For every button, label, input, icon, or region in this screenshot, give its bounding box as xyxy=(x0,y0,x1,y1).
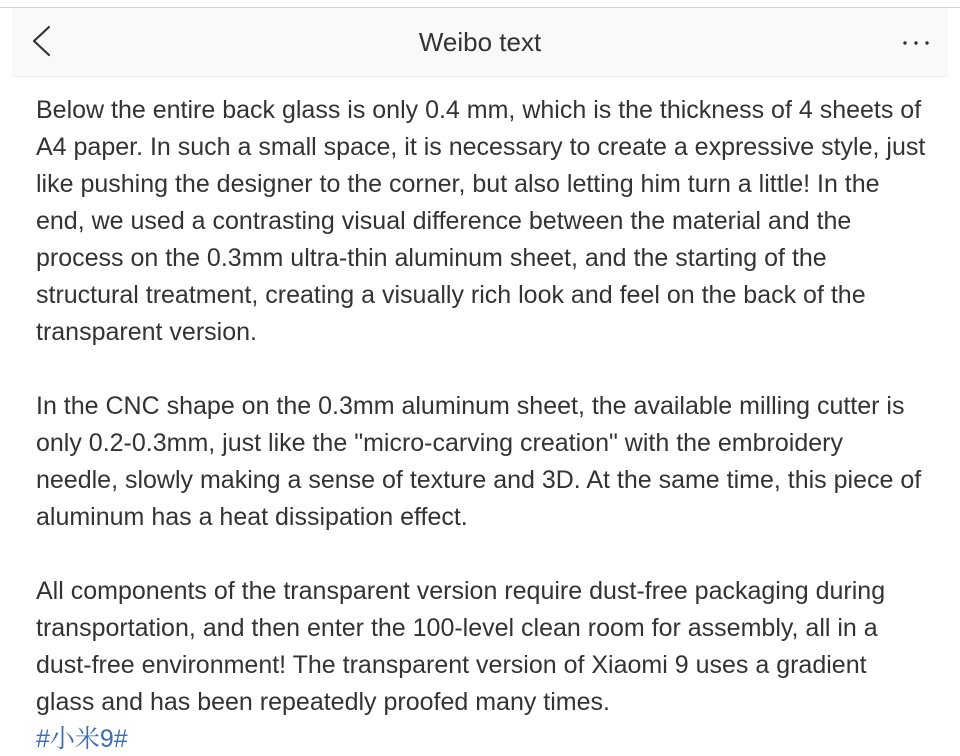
paragraph-line: Below the entire back glass is only 0.4 mm, which is the thickness of 4 sheets of xyxy=(36,96,922,124)
paragraph-line: end, we used a contrasting visual difference between the material and the xyxy=(36,207,852,235)
post-body xyxy=(36,92,925,755)
paragraph-line: In the CNC shape on the 0.3mm aluminum sheet, the available milling cutter is xyxy=(36,392,905,420)
top-navigation-bar xyxy=(12,8,948,77)
paragraph-line: dust-free environment! The transparent version of Xiaomi 9 uses a gradient xyxy=(36,651,867,679)
paragraph-line: like pushing the designer to the corner, but also letting him turn a little! In the xyxy=(36,170,880,198)
post-paragraph-3 xyxy=(36,573,925,721)
paragraph-line: A4 paper. In such a small space, it is necessary to create a expressive style, just xyxy=(36,133,926,161)
paragraph-line: glass and has been repeatedly proofed many times. xyxy=(36,688,610,716)
paragraph-line: process on the 0.3mm ultra-thin aluminum sheet, and the starting of the xyxy=(36,244,827,272)
paragraph-line: structural treatment, creating a visually rich look and feel on the back of the xyxy=(36,281,866,309)
more-options-button[interactable] xyxy=(896,28,936,58)
paragraph-line: needle, slowly making a sense of texture and 3D. At the same time, this piece of xyxy=(36,466,922,494)
paragraph-line: transparent version. xyxy=(36,318,257,346)
paragraph-line: transportation, and then enter the 100-level clean room for assembly, all in a xyxy=(36,614,878,642)
post-paragraph-1 xyxy=(36,92,925,351)
paragraph-line: only 0.2-0.3mm, just like the "micro-carving creation" with the embroidery xyxy=(36,429,843,457)
hashtag-link[interactable]: #小米9# xyxy=(36,725,128,753)
page-title: Weibo text xyxy=(418,27,542,57)
post-paragraph-2 xyxy=(36,388,925,536)
more-horizontal-icon xyxy=(900,36,932,50)
paragraph-line: All components of the transparent version require dust-free packaging during xyxy=(36,577,886,605)
paragraph-line: aluminum has a heat dissipation effect. xyxy=(36,503,468,531)
